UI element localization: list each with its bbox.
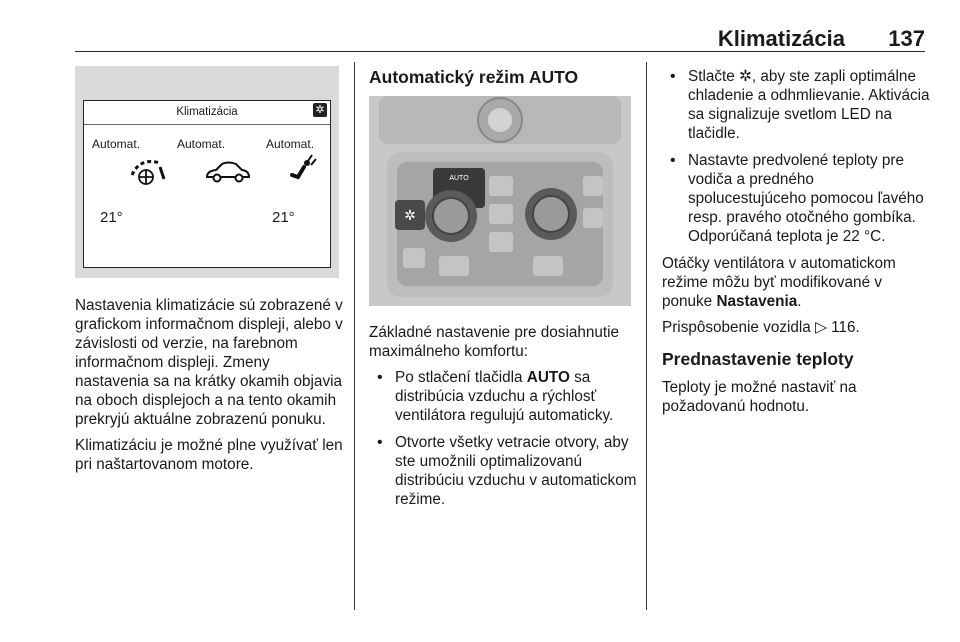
climate-display-figure bbox=[75, 66, 339, 278]
paragraph: Teploty je možné nastaviť na požadovanú hodnotu. bbox=[662, 379, 857, 415]
text-span: Otvorte všetky vetracie otvory, aby ste umožnili optimalizovanú distribúciu vzduchu v automatickom režime. bbox=[395, 434, 637, 508]
page-title: Klimatizácia bbox=[717, 26, 845, 51]
page-reference-icon: ▷ bbox=[815, 319, 827, 336]
middle-column-text bbox=[369, 323, 637, 517]
text-span: Nastavte predvolené teploty pre vodiča a predného spolucestujúceho pomocou ľavého resp. pravého otočného gombíka. Odporúčaná teplota je 22 °C. bbox=[688, 152, 924, 245]
text-span: , aby ste zapli optimálne chladenie a odhmlievanie. Aktivácia sa signalizuje svetlom LED na tlačidle. bbox=[688, 68, 930, 142]
seat-airflow-icon bbox=[290, 153, 320, 185]
text-span: Stlačte bbox=[688, 68, 740, 85]
settings-icon: ✲ bbox=[313, 103, 327, 117]
text-span: Prispôsobenie vozidla bbox=[662, 319, 816, 336]
climate-display-screen bbox=[83, 100, 331, 268]
right-column-text bbox=[662, 67, 932, 423]
temp-left: 21° bbox=[100, 209, 123, 226]
auto-button-label: AUTO bbox=[449, 175, 469, 182]
list-item bbox=[369, 433, 637, 509]
fan-icon bbox=[126, 153, 170, 187]
bullet-list bbox=[369, 368, 637, 509]
sun-asterisk-icon: ✲ bbox=[739, 68, 752, 85]
column-divider bbox=[354, 62, 355, 610]
text-span: . bbox=[855, 319, 860, 336]
section-heading: Prednastavenie teploty bbox=[662, 349, 854, 369]
list-item bbox=[662, 151, 932, 246]
list-item bbox=[662, 67, 932, 143]
text-span: . bbox=[797, 293, 802, 310]
display-divider bbox=[84, 124, 330, 125]
list-item bbox=[369, 368, 637, 425]
page-header bbox=[75, 0, 925, 52]
control-panel-illustration bbox=[369, 96, 631, 306]
control-panel-figure bbox=[369, 96, 631, 306]
header-rule bbox=[75, 51, 925, 52]
bullet-list bbox=[662, 67, 932, 246]
page-reference: 116 bbox=[831, 319, 856, 336]
text-span: Po stlačení tlačidla bbox=[395, 369, 527, 386]
paragraph: Základné nastavenie pre dosiahnutie maximálneho komfortu: bbox=[369, 324, 620, 360]
middle-column-heading bbox=[369, 67, 634, 96]
section-heading: Automatický režim AUTO bbox=[369, 67, 579, 87]
column-divider bbox=[646, 62, 647, 610]
paragraph bbox=[662, 254, 932, 311]
menu-name: Nastavenia bbox=[716, 293, 798, 310]
page-number: 137 bbox=[888, 26, 925, 51]
text-span: sa distribúcia vzduchu a rýchlosť ventilátora regulujú automaticky. bbox=[395, 369, 614, 424]
svg-text:✲: ✲ bbox=[404, 208, 416, 224]
display-label-distribution: Automat. bbox=[177, 137, 226, 151]
paragraph: Nastavenia klimatizácie sú zobrazené v grafickom informačnom displeji, alebo v závislosti od verzie, na farebnom informačnom displeji. Zmeny nastavenia sa na krátky okamih objavia na oboch displejoch a na tento okamih prekryjú aktuálne zobrazenú ponuku. bbox=[75, 297, 343, 428]
temp-right: 21° bbox=[272, 209, 295, 226]
display-label-fan: Automat. bbox=[92, 137, 141, 151]
auto-label: AUTO bbox=[526, 369, 570, 386]
text-span: Otáčky ventilátora v automatickom režime môžu byť modifikované v ponuke bbox=[662, 255, 896, 310]
paragraph: Klimatizáciu je možné plne využívať len pri naštartovanom motore. bbox=[75, 437, 343, 473]
left-column-text bbox=[75, 296, 345, 481]
paragraph bbox=[662, 318, 932, 337]
display-title: Klimatizácia bbox=[176, 106, 238, 118]
display-label-seat: Automat. bbox=[266, 137, 315, 151]
car-icon bbox=[204, 159, 252, 183]
